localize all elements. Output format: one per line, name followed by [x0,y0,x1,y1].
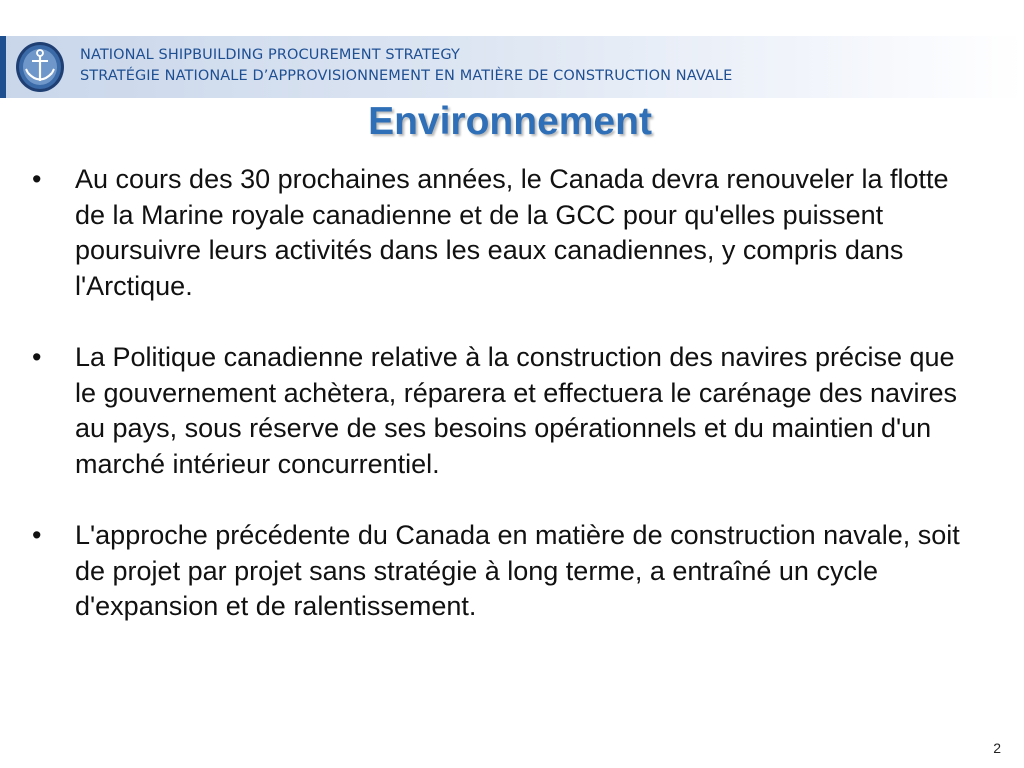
bullet-item [30,340,970,482]
bullet-item [30,162,970,304]
header-titles [80,45,732,87]
page-number: 2 [993,740,1001,756]
banner-accent-bar [0,36,6,98]
bullet-item [30,518,970,625]
bullet-dot: • [32,342,42,372]
slide-title: Environnement [368,100,652,143]
bullet-list [30,162,970,661]
bullet-text: La Politique canadienne relative à la construction des navires précise que le gouvernement achètera, réparera et effectuera le carénage des navires au pays, sous réserve de ses besoins opérationnels et du maintien d'un marché intérieur concurrentiel. [75,342,958,479]
header-title-fr: STRATÉGIE NATIONALE D’APPROVISIONNEMENT EN MATIÈRE DE CONSTRUCTION NAVALE [80,68,733,84]
bullet-text: Au cours des 30 prochaines années, le Canada devra renouveler la flotte de la Marine royale canadienne et de la GCC pour qu'elles puissent poursuivre leurs activités dans les eaux canadiennes, y compris dans l'Arctique. [75,164,949,301]
header-title-en: NATIONAL SHIPBUILDING PROCUREMENT STRATEGY [80,47,460,63]
anchor-emblem-icon [14,40,66,94]
bullet-dot: • [32,520,42,550]
bullet-text: L'approche précédente du Canada en matière de construction navale, soit de projet par projet sans stratégie à long terme, a entraîné un cycle d'expansion et de ralentissement. [75,520,960,621]
header-banner [0,36,1024,98]
bullet-dot: • [32,164,42,194]
